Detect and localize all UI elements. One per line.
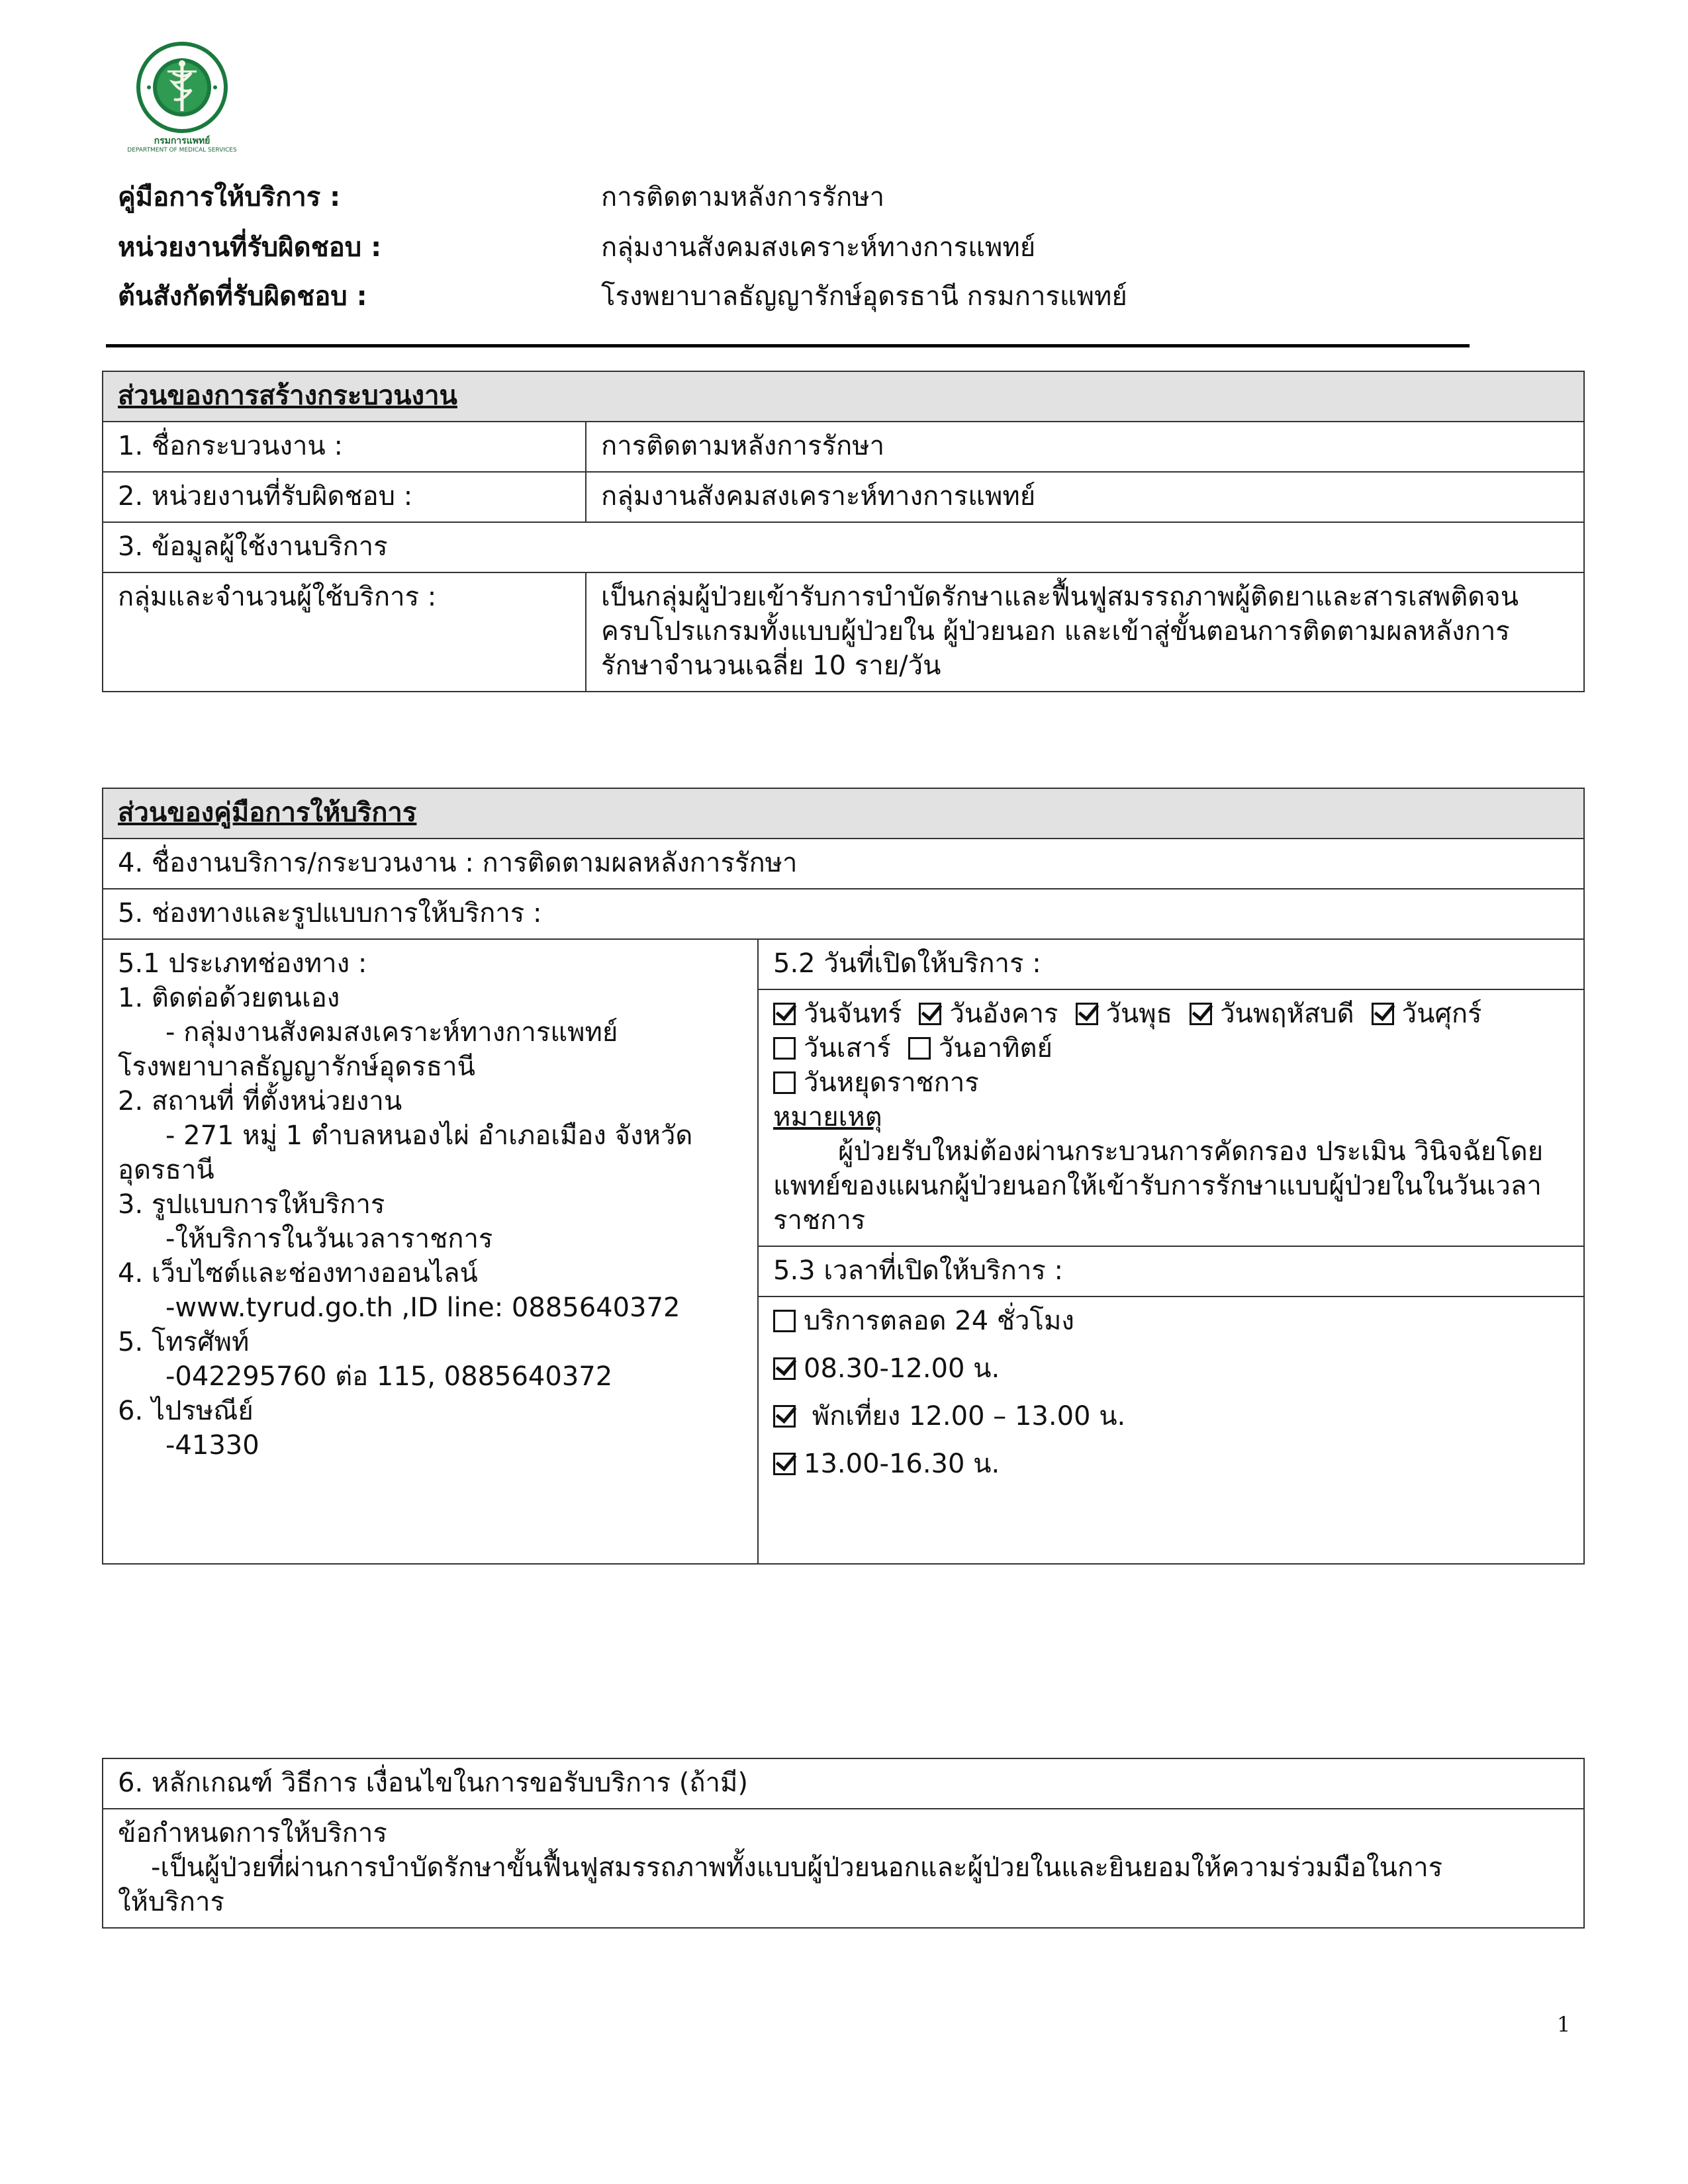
requirement-label: ข้อกำหนดการให้บริการ xyxy=(118,1818,387,1848)
checkbox-item[interactable] xyxy=(908,1033,1053,1064)
checkbox-item[interactable] xyxy=(773,999,902,1029)
unchecked-box-icon[interactable] xyxy=(773,1310,796,1332)
checkbox-item[interactable] xyxy=(773,1306,1074,1336)
channel-lines xyxy=(118,981,745,1463)
checkbox-item[interactable] xyxy=(773,1033,891,1064)
hours-row xyxy=(773,1447,1571,1481)
checked-box-icon[interactable] xyxy=(1076,1003,1098,1025)
unit-label: หน่วยงานที่รับผิดชอบ : xyxy=(118,232,382,263)
days-row xyxy=(773,997,1571,1031)
unit-value: กลุ่มงานสังคมสงเคราะห์ทางการแพทย์ xyxy=(601,232,1036,263)
channel-line: -ให้บริการในวันเวลาราชการ xyxy=(165,1224,493,1254)
requirement-line: -เป็นผู้ป่วยที่ผ่านการบำบัดรักษาขั้นฟื้นฟูสมรรถภาพทั้งแบบผู้ป่วยนอกและผู้ป่วยในและยินยอมให้ความร่วมมือในการ xyxy=(151,1852,1443,1883)
channel-type-label: 5.1 ประเภทช่องทาง : xyxy=(118,948,367,979)
checkbox-label: วันอังคาร xyxy=(949,999,1058,1029)
channels-line: 5. ช่องทางและรูปแบบการให้บริการ : xyxy=(103,889,1584,939)
checkbox-label: วันจันทร์ xyxy=(804,999,902,1029)
checkbox-label: 08.30-12.00 น. xyxy=(804,1353,1000,1384)
days-row xyxy=(773,1066,1571,1100)
note-line: แพทย์ของแผนกผู้ป่วยนอกให้เข้ารับการรักษาแบบผู้ป่วยในในวันเวลา xyxy=(773,1171,1542,1201)
checkbox-item[interactable] xyxy=(773,1068,979,1098)
manual-label: คู่มือการให้บริการ : xyxy=(118,182,341,212)
group-line: เป็นกลุ่มผู้ป่วยเข้ารับการบำบัดรักษาและฟื้นฟูสมรรถภาพผู้ติดยาและสารเสพติดจน xyxy=(601,582,1519,612)
service-table xyxy=(102,788,1585,1565)
hours-cell xyxy=(758,1297,1584,1564)
channel-line: 4. เว็บไซต์และช่องทางออนไลน์ xyxy=(118,1258,478,1289)
process-name-label: 1. ชื่อกระบวนงาน : xyxy=(103,422,586,472)
channel-line: อุดรธานี xyxy=(118,1155,214,1185)
hours-row xyxy=(773,1351,1571,1386)
checkbox-item[interactable] xyxy=(1372,999,1482,1029)
checkbox-label: วันศุกร์ xyxy=(1401,999,1482,1029)
checkbox-label: วันเสาร์ xyxy=(804,1033,891,1064)
ministry-of-public-health-seal-icon xyxy=(136,41,228,134)
unchecked-box-icon[interactable] xyxy=(773,1037,796,1060)
checkbox-label: วันพุธ xyxy=(1105,999,1173,1029)
note-label: หมายเหตุ xyxy=(773,1102,882,1132)
unchecked-box-icon[interactable] xyxy=(908,1037,931,1060)
channel-line: -www.tyrud.go.th ,ID line: 0885640372 xyxy=(165,1293,680,1323)
checkbox-label: วันหยุดราชการ xyxy=(804,1068,979,1098)
parent-value: โรงพยาบาลธัญญารักษ์อุดรธานี กรมการแพทย์ xyxy=(601,281,1127,312)
days-label: 5.2 วันที่เปิดให้บริการ : xyxy=(758,939,1584,989)
criteria-heading: 6. หลักเกณฑ์ วิธีการ เงื่อนไขในการขอรับบริการ (ถ้ามี) xyxy=(103,1758,1584,1809)
page-number: 1 xyxy=(1557,2012,1571,2037)
checkbox-label: 13.00-16.30 น. xyxy=(804,1449,1000,1479)
service-heading: ส่วนของคู่มือการให้บริการ xyxy=(103,788,1584,839)
checked-box-icon[interactable] xyxy=(1190,1003,1212,1025)
channel-line: - กลุ่มงานสังคมสงเคราะห์ทางการแพทย์ xyxy=(165,1017,618,1048)
header-divider xyxy=(106,344,1470,347)
checkbox-item[interactable] xyxy=(919,999,1058,1029)
note-line: ผู้ป่วยรับใหม่ต้องผ่านกระบวนการคัดกรอง ประเมิน วินิจฉัยโดย xyxy=(838,1136,1544,1167)
checked-box-icon[interactable] xyxy=(773,1405,796,1428)
criteria-table xyxy=(102,1758,1585,1929)
channel-line: โรงพยาบาลธัญญารักษ์อุดรธานี xyxy=(118,1052,475,1082)
process-table xyxy=(102,371,1585,692)
channel-line: - 271 หมู่ 1 ตำบลหนองไผ่ อำเภอเมือง จังหวัด xyxy=(165,1120,693,1151)
checkbox-item[interactable] xyxy=(773,1353,1000,1384)
checked-box-icon[interactable] xyxy=(919,1003,941,1025)
checkbox-label: วันพฤหัสบดี xyxy=(1220,999,1354,1029)
parent-label: ต้นสังกัดที่รับผิดชอบ : xyxy=(118,281,367,312)
process-name-value: การติดตามหลังการรักษา xyxy=(586,422,1584,472)
days-cell xyxy=(758,989,1584,1246)
hours-row xyxy=(773,1304,1571,1338)
unchecked-box-icon[interactable] xyxy=(773,1071,796,1094)
channel-line: 5. โทรศัพท์ xyxy=(118,1327,250,1357)
checked-box-icon[interactable] xyxy=(773,1003,796,1025)
process-heading: ส่วนของการสร้างกระบวนงาน xyxy=(103,371,1584,422)
channel-line: -042295760 ต่อ 115, 0885640372 xyxy=(165,1361,613,1392)
group-line: ครบโปรแกรมทั้งแบบผู้ป่วยใน ผู้ป่วยนอก และเข้าสู่ขั้นตอนการติดตามผลหลังการ xyxy=(601,616,1510,647)
group-line: รักษาจำนวนเฉลี่ย 10 ราย/วัน xyxy=(601,651,941,681)
manual-value: การติดตามหลังการรักษา xyxy=(601,182,885,212)
channel-line: 6. ไปรษณีย์ xyxy=(118,1396,254,1426)
criteria-cell xyxy=(103,1809,1584,1928)
checkbox-item[interactable] xyxy=(773,1401,1125,1432)
logo-caption-th: กรมการแพทย์ xyxy=(154,136,211,146)
checkbox-label: พักเที่ยง 12.00 – 13.00 น. xyxy=(804,1401,1126,1432)
users-label: 3. ข้อมูลผู้ใช้งานบริการ xyxy=(103,522,1584,572)
channel-line: 2. สถานที่ ที่ตั้งหน่วยงาน xyxy=(118,1086,402,1116)
logo-caption xyxy=(106,136,258,155)
checkbox-label: บริการตลอด 24 ชั่วโมง xyxy=(804,1306,1074,1336)
logo-caption-en: DEPARTMENT OF MEDICAL SERVICES xyxy=(127,147,237,154)
hours-label: 5.3 เวลาที่เปิดให้บริการ : xyxy=(758,1246,1584,1297)
checkbox-item[interactable] xyxy=(1190,999,1354,1029)
hours-row xyxy=(773,1399,1571,1433)
service-name-line: 4. ชื่องานบริการ/กระบวนงาน : การติดตามผลหลังการรักษา xyxy=(103,839,1584,889)
checked-box-icon[interactable] xyxy=(773,1357,796,1380)
checked-box-icon[interactable] xyxy=(1372,1003,1394,1025)
days-row xyxy=(773,1031,1571,1066)
requirement-line: ให้บริการ xyxy=(118,1887,224,1917)
checkbox-item[interactable] xyxy=(1076,999,1173,1029)
channel-line: 3. รูปแบบการให้บริการ xyxy=(118,1189,385,1220)
checked-box-icon[interactable] xyxy=(773,1453,796,1475)
checkbox-label: วันอาทิตย์ xyxy=(938,1033,1053,1064)
channel-type-cell xyxy=(103,939,758,1564)
checkbox-item[interactable] xyxy=(773,1449,1000,1479)
process-unit-value: กลุ่มงานสังคมสงเคราะห์ทางการแพทย์ xyxy=(586,472,1584,522)
channel-line: -41330 xyxy=(165,1430,259,1461)
process-unit-label: 2. หน่วยงานที่รับผิดชอบ : xyxy=(103,472,586,522)
group-description xyxy=(586,572,1584,692)
channel-line: 1. ติดต่อด้วยตนเอง xyxy=(118,983,340,1013)
group-label: กลุ่มและจำนวนผู้ใช้บริการ : xyxy=(103,572,586,692)
note-line: ราชการ xyxy=(773,1205,866,1236)
